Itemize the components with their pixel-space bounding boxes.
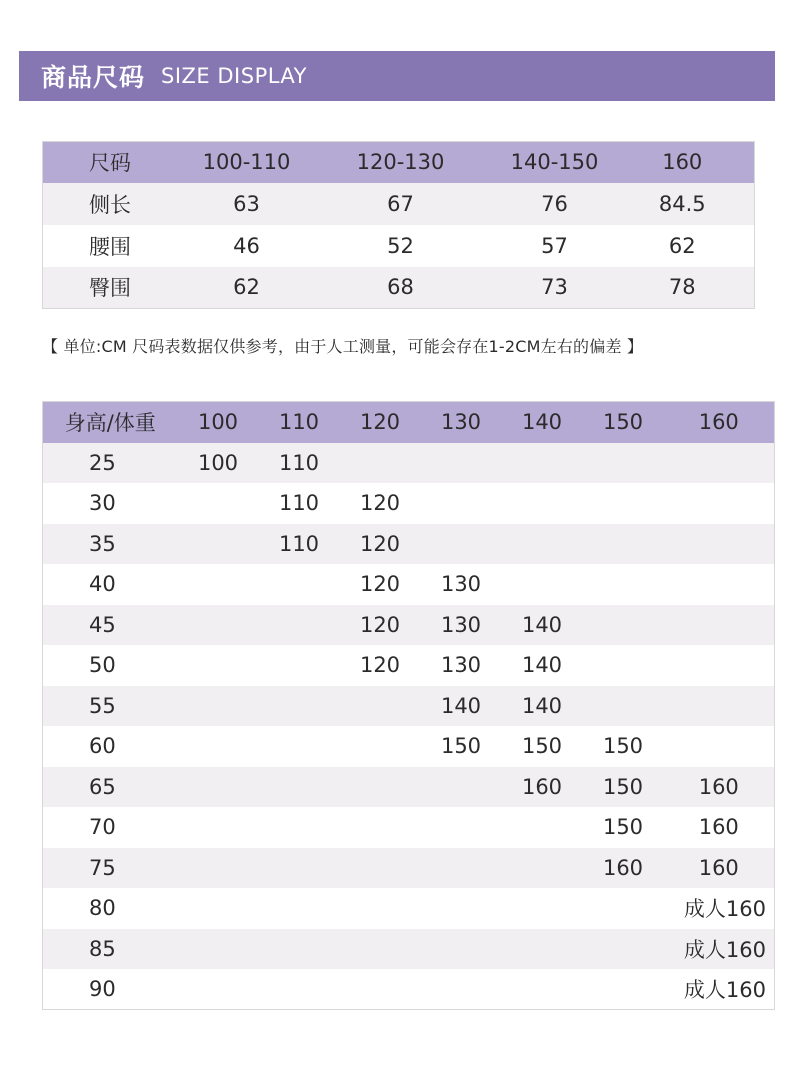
table-cell: 76 bbox=[541, 191, 568, 216]
table-cell bbox=[259, 605, 340, 646]
table-cell bbox=[259, 564, 340, 605]
table-cell bbox=[664, 686, 775, 727]
table-cell bbox=[259, 645, 340, 686]
table-row bbox=[43, 564, 775, 605]
table-cell bbox=[664, 564, 775, 605]
table-cell bbox=[502, 848, 583, 889]
row-label: 85 bbox=[89, 936, 116, 961]
table-row bbox=[43, 929, 775, 970]
table-cell bbox=[583, 443, 664, 484]
size-table-header-row bbox=[43, 142, 755, 183]
hw-header-cell: 身高/体重 bbox=[64, 411, 156, 436]
table-cell: 120 bbox=[359, 531, 401, 556]
table-row bbox=[43, 524, 775, 565]
table-row bbox=[43, 483, 775, 524]
table-cell bbox=[421, 767, 502, 808]
table-cell bbox=[502, 483, 583, 524]
table-cell bbox=[178, 726, 259, 767]
table-row bbox=[43, 726, 775, 767]
table-cell: 46 bbox=[233, 233, 260, 258]
table-cell: 110 bbox=[278, 450, 320, 475]
table-cell bbox=[178, 564, 259, 605]
table-cell: 73 bbox=[541, 275, 568, 300]
table-cell: 150 bbox=[521, 734, 563, 759]
table-row bbox=[43, 969, 775, 1010]
table-cell bbox=[583, 605, 664, 646]
table-cell bbox=[259, 686, 340, 727]
table-cell bbox=[178, 848, 259, 889]
table-cell bbox=[178, 767, 259, 808]
table-cell bbox=[664, 645, 775, 686]
table-cell: 110 bbox=[278, 531, 320, 556]
table-row bbox=[43, 848, 775, 889]
table-cell bbox=[259, 848, 340, 889]
table-cell bbox=[583, 929, 664, 970]
table-cell: 160 bbox=[602, 855, 644, 880]
table-cell bbox=[583, 564, 664, 605]
table-cell: 140 bbox=[521, 653, 563, 678]
table-cell: 130 bbox=[440, 653, 482, 678]
table-cell bbox=[664, 524, 775, 565]
table-row bbox=[43, 225, 755, 267]
table-cell bbox=[340, 969, 421, 1010]
table-cell bbox=[340, 848, 421, 889]
table-cell: 84.5 bbox=[658, 191, 706, 216]
table-cell bbox=[340, 726, 421, 767]
table-cell: 100 bbox=[197, 450, 239, 475]
table-cell: 150 bbox=[602, 734, 644, 759]
table-cell: 62 bbox=[233, 275, 260, 300]
row-label: 臀围 bbox=[89, 276, 131, 301]
table-cell bbox=[178, 524, 259, 565]
row-label: 35 bbox=[89, 531, 116, 556]
table-cell bbox=[583, 888, 664, 929]
table-cell: 成人160 bbox=[683, 937, 766, 962]
table-cell bbox=[178, 969, 259, 1010]
table-cell bbox=[259, 888, 340, 929]
hw-header-cell: 130 bbox=[440, 410, 482, 435]
table-row bbox=[43, 767, 775, 808]
table-cell: 150 bbox=[440, 734, 482, 759]
size-header-cell: 140-150 bbox=[510, 150, 599, 175]
table-cell: 52 bbox=[387, 233, 414, 258]
table-cell bbox=[178, 686, 259, 727]
row-label: 70 bbox=[89, 815, 116, 840]
hw-header-cell: 160 bbox=[698, 410, 739, 435]
table-cell bbox=[178, 483, 259, 524]
table-cell bbox=[421, 888, 502, 929]
table-cell bbox=[340, 929, 421, 970]
table-cell: 120 bbox=[359, 491, 401, 516]
table-cell bbox=[664, 483, 775, 524]
table-row bbox=[43, 645, 775, 686]
table-cell bbox=[259, 969, 340, 1010]
table-cell bbox=[178, 605, 259, 646]
hw-header-cell: 140 bbox=[521, 410, 563, 435]
table-cell bbox=[502, 929, 583, 970]
table-cell: 160 bbox=[521, 774, 563, 799]
row-label: 50 bbox=[89, 653, 116, 678]
table-cell: 150 bbox=[602, 815, 644, 840]
table-cell: 78 bbox=[668, 275, 696, 300]
table-cell: 120 bbox=[359, 653, 401, 678]
table-row bbox=[43, 686, 775, 727]
table-cell bbox=[178, 645, 259, 686]
table-cell bbox=[259, 767, 340, 808]
hw-header-cell: 150 bbox=[602, 410, 644, 435]
row-label: 25 bbox=[89, 450, 116, 475]
table-cell: 140 bbox=[440, 693, 482, 718]
table-cell bbox=[502, 888, 583, 929]
table-cell bbox=[340, 686, 421, 727]
table-cell bbox=[421, 524, 502, 565]
hw-header-cell: 120 bbox=[359, 410, 401, 435]
table-cell bbox=[178, 807, 259, 848]
table-cell bbox=[340, 888, 421, 929]
table-cell bbox=[502, 807, 583, 848]
row-label: 80 bbox=[89, 896, 116, 921]
table-cell: 140 bbox=[521, 612, 563, 637]
row-label: 侧长 bbox=[89, 192, 131, 217]
table-cell: 160 bbox=[698, 855, 739, 880]
measurement-note: 【 单位:CM 尺码表数据仅供参考，由于人工测量，可能会存在1-2CM左右的偏差 】 bbox=[42, 337, 644, 356]
table-cell bbox=[664, 605, 775, 646]
table-cell bbox=[421, 807, 502, 848]
table-cell bbox=[583, 524, 664, 565]
row-label: 腰围 bbox=[89, 234, 131, 259]
size-header-cell: 160 bbox=[662, 150, 703, 175]
table-row bbox=[43, 888, 775, 929]
size-header-cell: 100-110 bbox=[202, 150, 291, 175]
table-cell bbox=[583, 645, 664, 686]
table-cell: 130 bbox=[440, 572, 482, 597]
table-cell: 160 bbox=[698, 774, 739, 799]
table-row bbox=[43, 267, 755, 309]
size-header-cell: 尺码 bbox=[89, 151, 131, 176]
table-cell bbox=[421, 969, 502, 1010]
header-title: 商品尺码 bbox=[41, 63, 146, 92]
table-row bbox=[43, 443, 775, 484]
table-cell bbox=[178, 929, 259, 970]
table-cell: 120 bbox=[359, 612, 401, 637]
table-cell: 120 bbox=[359, 572, 401, 597]
size-table bbox=[42, 141, 755, 309]
table-cell bbox=[502, 564, 583, 605]
table-row bbox=[43, 183, 755, 225]
table-cell: 62 bbox=[668, 233, 696, 258]
table-cell: 110 bbox=[278, 491, 320, 516]
table-cell bbox=[421, 483, 502, 524]
row-label: 45 bbox=[89, 612, 116, 637]
table-cell bbox=[421, 848, 502, 889]
table-cell bbox=[583, 969, 664, 1010]
table-cell: 57 bbox=[541, 233, 568, 258]
table-row bbox=[43, 605, 775, 646]
hw-header-cell: 110 bbox=[278, 410, 320, 435]
table-cell: 成人160 bbox=[683, 978, 766, 1002]
table-cell bbox=[259, 929, 340, 970]
row-label: 30 bbox=[89, 491, 116, 516]
header-banner bbox=[19, 51, 775, 101]
row-label: 90 bbox=[89, 977, 116, 1001]
row-label: 55 bbox=[89, 693, 116, 718]
row-label: 75 bbox=[89, 855, 116, 880]
table-cell: 63 bbox=[233, 191, 260, 216]
table-cell: 68 bbox=[387, 275, 414, 300]
hw-header-cell: 100 bbox=[197, 410, 239, 435]
table-cell: 150 bbox=[602, 774, 644, 799]
table-cell: 130 bbox=[440, 612, 482, 637]
table-cell bbox=[340, 443, 421, 484]
table-cell bbox=[259, 726, 340, 767]
table-cell bbox=[583, 483, 664, 524]
table-cell bbox=[178, 888, 259, 929]
table-cell bbox=[583, 686, 664, 727]
table-cell bbox=[664, 443, 775, 484]
table-cell bbox=[502, 969, 583, 1010]
height-weight-table bbox=[42, 401, 775, 1010]
table-cell: 140 bbox=[521, 693, 563, 718]
row-label: 40 bbox=[89, 572, 116, 597]
table-cell bbox=[502, 443, 583, 484]
table-cell: 160 bbox=[698, 815, 739, 840]
row-label: 60 bbox=[89, 734, 116, 759]
table-cell bbox=[259, 807, 340, 848]
row-label: 65 bbox=[89, 774, 116, 799]
table-cell bbox=[340, 807, 421, 848]
table-cell bbox=[502, 524, 583, 565]
table-cell bbox=[421, 443, 502, 484]
table-cell bbox=[421, 929, 502, 970]
table-cell: 67 bbox=[387, 191, 414, 216]
header-subtitle: SIZE DISPLAY bbox=[161, 64, 307, 88]
table-cell bbox=[340, 767, 421, 808]
table-cell bbox=[664, 726, 775, 767]
hw-table-header-row bbox=[43, 402, 775, 443]
table-row bbox=[43, 807, 775, 848]
size-header-cell: 120-130 bbox=[356, 150, 445, 175]
table-cell: 成人160 bbox=[683, 897, 766, 922]
